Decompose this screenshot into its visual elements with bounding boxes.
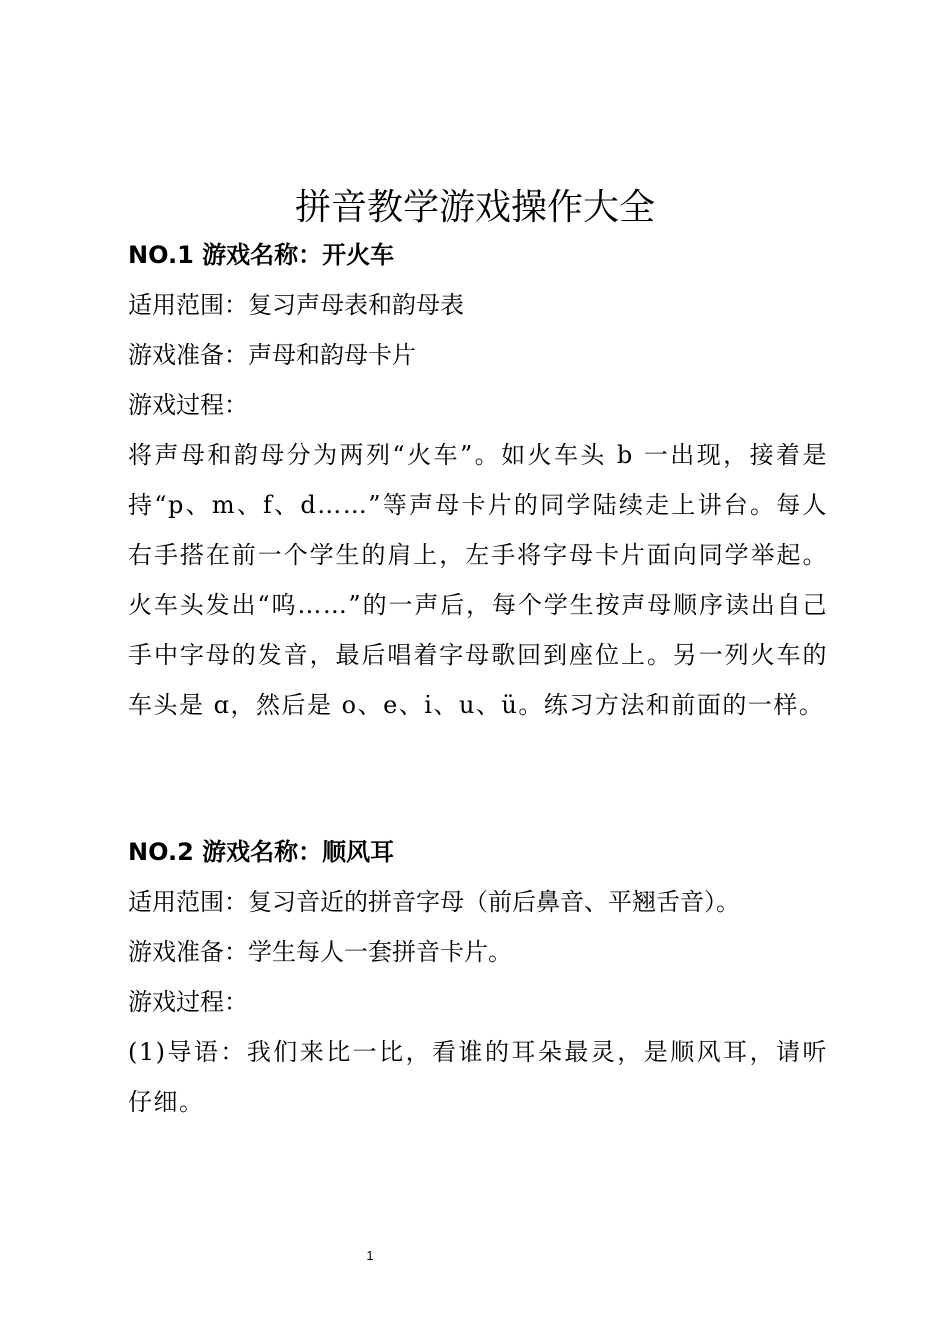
game-section-2 <box>128 827 828 1127</box>
game-process-label: 游戏过程： <box>128 391 248 419</box>
game-preparation: 游戏准备：学生每人一套拼音卡片。 <box>128 938 512 966</box>
game-process-text: (1)导语：我们来比一比，看谁的耳朵最灵，是顺风耳，请听仔细。 <box>128 1038 828 1116</box>
page-number: 1 <box>366 1248 374 1263</box>
game-process-label: 游戏过程： <box>128 988 248 1016</box>
game-preparation: 游戏准备：声母和韵母卡片 <box>128 341 416 369</box>
document-title: 拼音教学游戏操作大全 <box>294 187 655 228</box>
game-process-text: 将声母和韵母分为两列“火车”。如火车头 b 一出现，接着是持“p、m、f、d……”等声母卡片的同学陆续走上讲台。每人右手搭在前一个学生的肩上，左手将字母卡片面向同学举起。火车头发出“呜……”的一声后，每个学生按声母顺序读出自己手中字母的发音，最后唱着字母歌回到座位上。另一列火车的车头是 ɑ，然后是 o、e、i、u、ü。练习方法和前面的一样。 <box>128 441 828 719</box>
game-scope: 适用范围：复习声母表和韵母表 <box>128 291 464 319</box>
game-section-1 <box>128 230 828 730</box>
game-heading: NO.1 游戏名称：开火车 <box>128 241 395 269</box>
game-scope: 适用范围：复习音近的拼音字母（前后鼻音、平翘舌音）。 <box>128 888 740 916</box>
game-heading: NO.2 游戏名称：顺风耳 <box>128 838 395 866</box>
